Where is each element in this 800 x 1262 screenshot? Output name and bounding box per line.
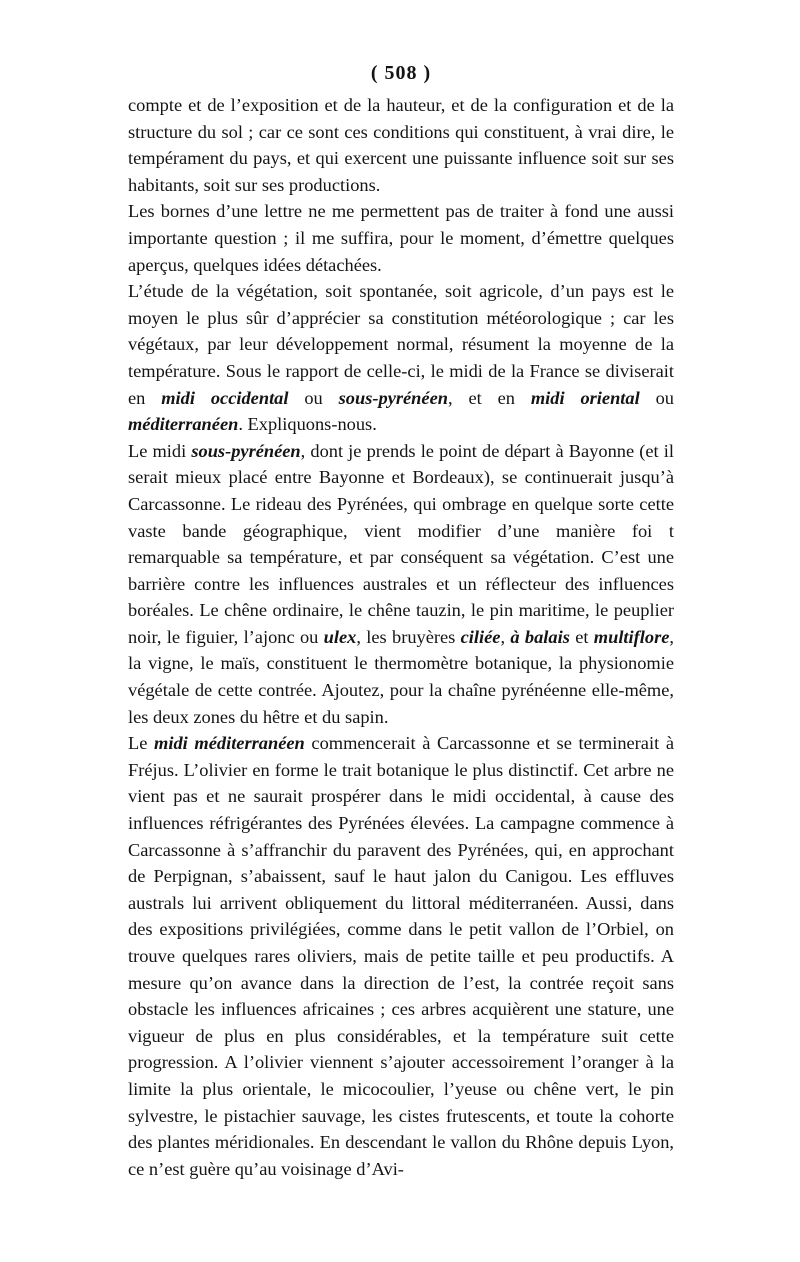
body-text [128, 92, 674, 1182]
text-run: commencerait à Carcassonne et se terminerait à Fréjus. L’olivier en forme le trait botanique le plus distinctif. Cet arbre ne vient pas et ne saurait prospérer dans le midi occidental, à cause des influences réfrigérantes des Pyrénées élevées. La campagne commence à Carcassonne à s’affranchir du paravent des Pyrénées, qui, en approchant de Perpignan, s’abaissent, sauf le haut jalon du Canigou. Les effluves australs lui arrivent obliquement du littoral méditerranéen. Aussi, dans des expositions privilégiées, comme dans le petit vallon de l’Orbiel, on trouve quelques rares oliviers, mais de petite taille et peu productifs. A mesure qu’on avance dans la direction de l’est, la contrée reçoit sans obstacle les influences africaines ; ces arbres acquièrent une stature, une vigueur de plus en plus considérables, et la température suit cette progression. A l’olivier viennent s’ajouter accessoirement l’oranger à la limite la plus orientale, le micocoulier, l’yeuse ou chêne vert, le pin sylvestre, le pistachier sauvage, les cistes frutescents, et toute la cohorte des plantes méridionales. En descendant le vallon du Rhône depuis Lyon, ce n’est guère qu’au voisinage d’Avi- [128, 733, 675, 1179]
text-run: compte et de l’exposition et de la hauteur, et de la configuration et de la structure du sol ; car ce sont ces conditions qui constituent, à vrai dire, le tempérament du pays, et qui exercent une puissante influence soit sur ses habitants, soit sur ses productions. [128, 95, 674, 195]
text-run: , la vigne, le maïs, constituent le thermomètre botanique, la physionomie végétale de cette contrée. Ajoutez, pour la chaîne pyrénéenne elle-même, les deux zones du hêtre et du sapin. [128, 626, 675, 727]
text-run: Le [128, 733, 155, 754]
italic-term: sous-pyrénéen [338, 387, 448, 408]
text-run: , [500, 626, 511, 647]
italic-term: midi méditerranéen [154, 733, 305, 754]
italic-term: midi oriental [530, 387, 640, 408]
italic-term: midi occidental [161, 387, 289, 408]
italic-term: à balais [510, 626, 570, 647]
text-run: , dont je prends le point de départ à Bayonne (et il serait mieux placé entre Bayonne et Bordeaux), se continuerait jusqu’à Carcassonne. Le rideau des Pyrénées, qui ombrage en quelque sorte cette vaste bande géographique, vient modifier d’une manière foi t remarquable sa température, et par conséquent sa végétation. C’est une barrière contre les influences australes et un réflecteur des influences boréales. Le chêne ordinaire, le chêne tauzin, le pin maritime, le peuplier noir, le figuier, l’ajonc ou [128, 440, 674, 647]
text-run: , et en [447, 387, 531, 408]
italic-term: multiflore [593, 626, 670, 647]
page-number: ( 508 ) [370, 62, 432, 84]
italic-term: ciliée [460, 626, 501, 647]
text-run: Le midi [128, 440, 192, 461]
text-run: ou [288, 387, 339, 408]
text-run: ou [639, 387, 674, 408]
text-run: et [569, 626, 594, 647]
paragraph [128, 438, 674, 731]
text-run: Les bornes d’une lettre ne me permettent pas de traiter à fond une aussi importante question ; il me suffira, pour le moment, d’émettre quelques aperçus, quelques idées détachées. [128, 201, 674, 275]
text-run: . Expliquons-nous. [238, 414, 377, 435]
book-page [128, 60, 674, 1182]
italic-term: méditerranéen [128, 414, 239, 435]
paragraph [128, 198, 674, 278]
text-run: , les bruyères [356, 626, 461, 647]
italic-term: sous-pyrénéen [191, 440, 301, 461]
paragraph [128, 92, 674, 198]
paragraph [128, 730, 674, 1182]
paragraph [128, 278, 674, 438]
text-run: L’étude de la végétation, soit spontanée, soit agricole, d’un pays est le moyen le plus sûr d’apprécier sa constitution météorologique ; car les végétaux, par leur développement normal, résument la moyenne de la température. Sous le rapport de celle-ci, le midi de la France se diviserait en [128, 281, 674, 408]
italic-term: ulex [323, 626, 357, 647]
